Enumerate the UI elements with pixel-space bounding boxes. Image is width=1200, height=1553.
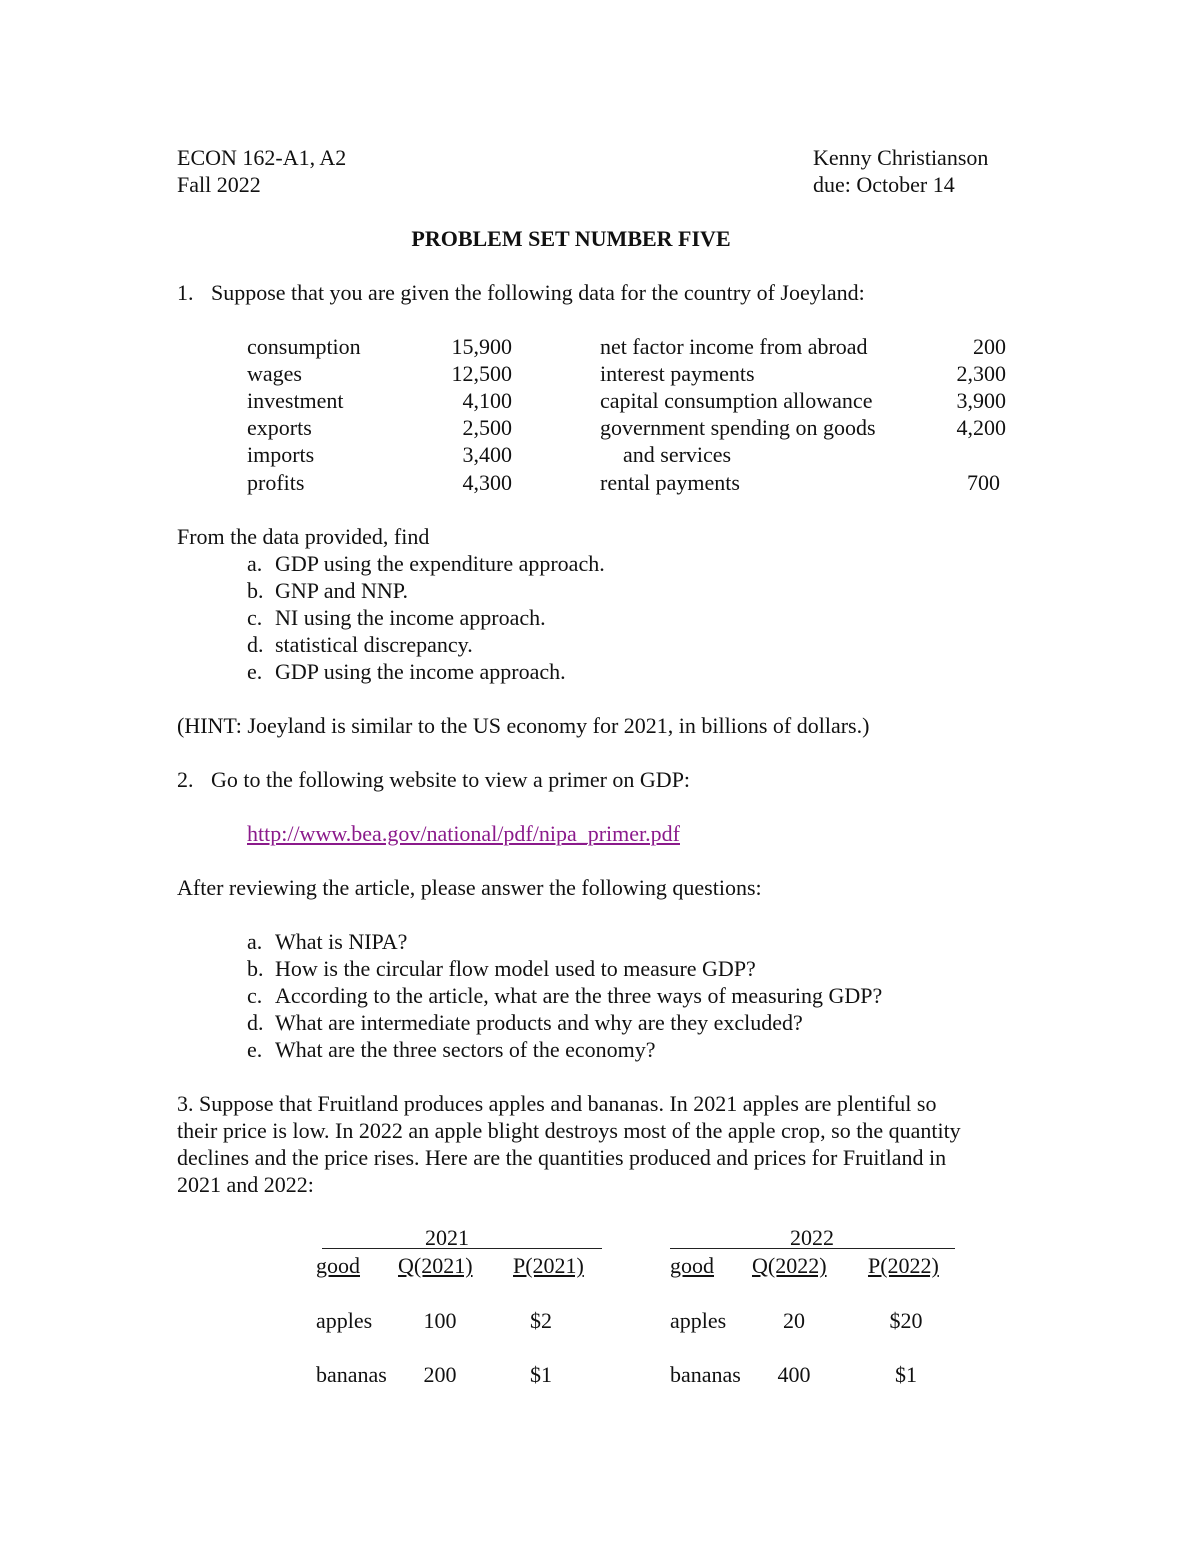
q2-number: 2. <box>177 767 194 792</box>
paragraph-line: declines and the price rises. Here are the quantities produced and prices for Fruitland in <box>177 1145 947 1170</box>
due-date: due: October 14 <box>813 172 955 197</box>
data-label: profits <box>247 470 305 495</box>
table-cell: $1 <box>895 1362 917 1387</box>
data-value: 15,900 <box>451 334 512 359</box>
data-value: 2,500 <box>462 415 512 440</box>
table-cell: bananas <box>316 1362 387 1387</box>
data-value: 2,300 <box>956 361 1006 386</box>
data-label: and services <box>623 442 732 467</box>
list-letter: a. <box>247 551 263 576</box>
data-value: 3,900 <box>956 388 1006 413</box>
data-value: 4,200 <box>956 415 1006 440</box>
table-cell: $2 <box>530 1308 552 1333</box>
q2-intro: Go to the following website to view a primer on GDP: <box>211 767 691 792</box>
list-letter: c. <box>247 983 263 1008</box>
data-value: 3,400 <box>462 442 512 467</box>
column-header: good <box>316 1253 360 1278</box>
paragraph-line: 2021 and 2022: <box>177 1172 314 1197</box>
table-cell: apples <box>316 1308 373 1333</box>
course-code: ECON 162-A1, A2 <box>177 145 347 170</box>
list-letter: d. <box>247 1010 264 1035</box>
list-item: NI using the income approach. <box>275 605 546 630</box>
data-label: capital consumption allowance <box>600 388 873 413</box>
data-label: imports <box>247 442 315 467</box>
list-item: statistical discrepancy. <box>275 632 473 657</box>
data-label: wages <box>247 361 302 386</box>
column-header: Q(2022) <box>752 1253 827 1278</box>
list-item: GDP using the income approach. <box>275 659 566 684</box>
paragraph-line: 3. Suppose that Fruitland produces apples and bananas. In 2021 apples are plentiful so <box>177 1091 937 1116</box>
data-label: rental payments <box>600 470 740 495</box>
q1-hint: (HINT: Joeyland is similar to the US economy for 2021, in billions of dollars.) <box>177 713 870 738</box>
q2-after: After reviewing the article, please answer the following questions: <box>177 875 762 900</box>
table-cell: bananas <box>670 1362 741 1387</box>
column-header: P(2021) <box>513 1253 584 1278</box>
table-heading-rule <box>670 1248 955 1249</box>
table-cell: 200 <box>423 1362 457 1387</box>
data-label: investment <box>247 388 344 413</box>
column-header: P(2022) <box>868 1253 939 1278</box>
paragraph-line: their price is low. In 2022 an apple blight destroys most of the apple crop, so the quantity <box>177 1118 961 1143</box>
data-label: interest payments <box>600 361 755 386</box>
table-cell: $20 <box>889 1308 923 1333</box>
instructor-name: Kenny Christianson <box>813 145 989 170</box>
column-header: good <box>670 1253 714 1278</box>
table-cell: 20 <box>783 1308 805 1333</box>
list-item: GDP using the expenditure approach. <box>275 551 605 576</box>
data-label: consumption <box>247 334 361 359</box>
list-item: What is NIPA? <box>275 929 408 954</box>
q1-number: 1. <box>177 280 194 305</box>
list-letter: e. <box>247 1037 263 1062</box>
column-header: Q(2021) <box>398 1253 473 1278</box>
list-item: How is the circular flow model used to measure GDP? <box>275 956 756 981</box>
data-value: 4,300 <box>462 470 512 495</box>
list-letter: c. <box>247 605 263 630</box>
data-value: 700 <box>967 470 1000 495</box>
q1-find-intro: From the data provided, find <box>177 524 430 549</box>
table-cell: 400 <box>777 1362 811 1387</box>
list-letter: b. <box>247 956 264 981</box>
table-cell: $1 <box>530 1362 552 1387</box>
list-letter: d. <box>247 632 264 657</box>
data-label: government spending on goods <box>600 415 876 440</box>
list-letter: a. <box>247 929 263 954</box>
q1-intro: Suppose that you are given the following data for the country of Joeyland: <box>211 280 865 305</box>
data-label: exports <box>247 415 312 440</box>
table-cell: 100 <box>423 1308 457 1333</box>
list-letter: e. <box>247 659 263 684</box>
data-value: 4,100 <box>462 388 512 413</box>
nipa-primer-link[interactable]: http://www.bea.gov/national/pdf/nipa_primer.pdf <box>247 821 680 846</box>
list-item: What are the three sectors of the economy? <box>275 1037 656 1062</box>
table-heading-rule <box>322 1248 602 1249</box>
list-item: According to the article, what are the three ways of measuring GDP? <box>275 983 883 1008</box>
data-value: 200 <box>973 334 1006 359</box>
table-cell: apples <box>670 1308 727 1333</box>
data-value: 12,500 <box>451 361 512 386</box>
page-title: PROBLEM SET NUMBER FIVE <box>411 226 731 251</box>
term: Fall 2022 <box>177 172 261 197</box>
list-letter: b. <box>247 578 264 603</box>
table-year-heading: 2021 <box>425 1225 469 1250</box>
list-item: What are intermediate products and why are they excluded? <box>275 1010 803 1035</box>
list-item: GNP and NNP. <box>275 578 409 603</box>
data-label: net factor income from abroad <box>600 334 868 359</box>
table-year-heading: 2022 <box>790 1225 834 1250</box>
